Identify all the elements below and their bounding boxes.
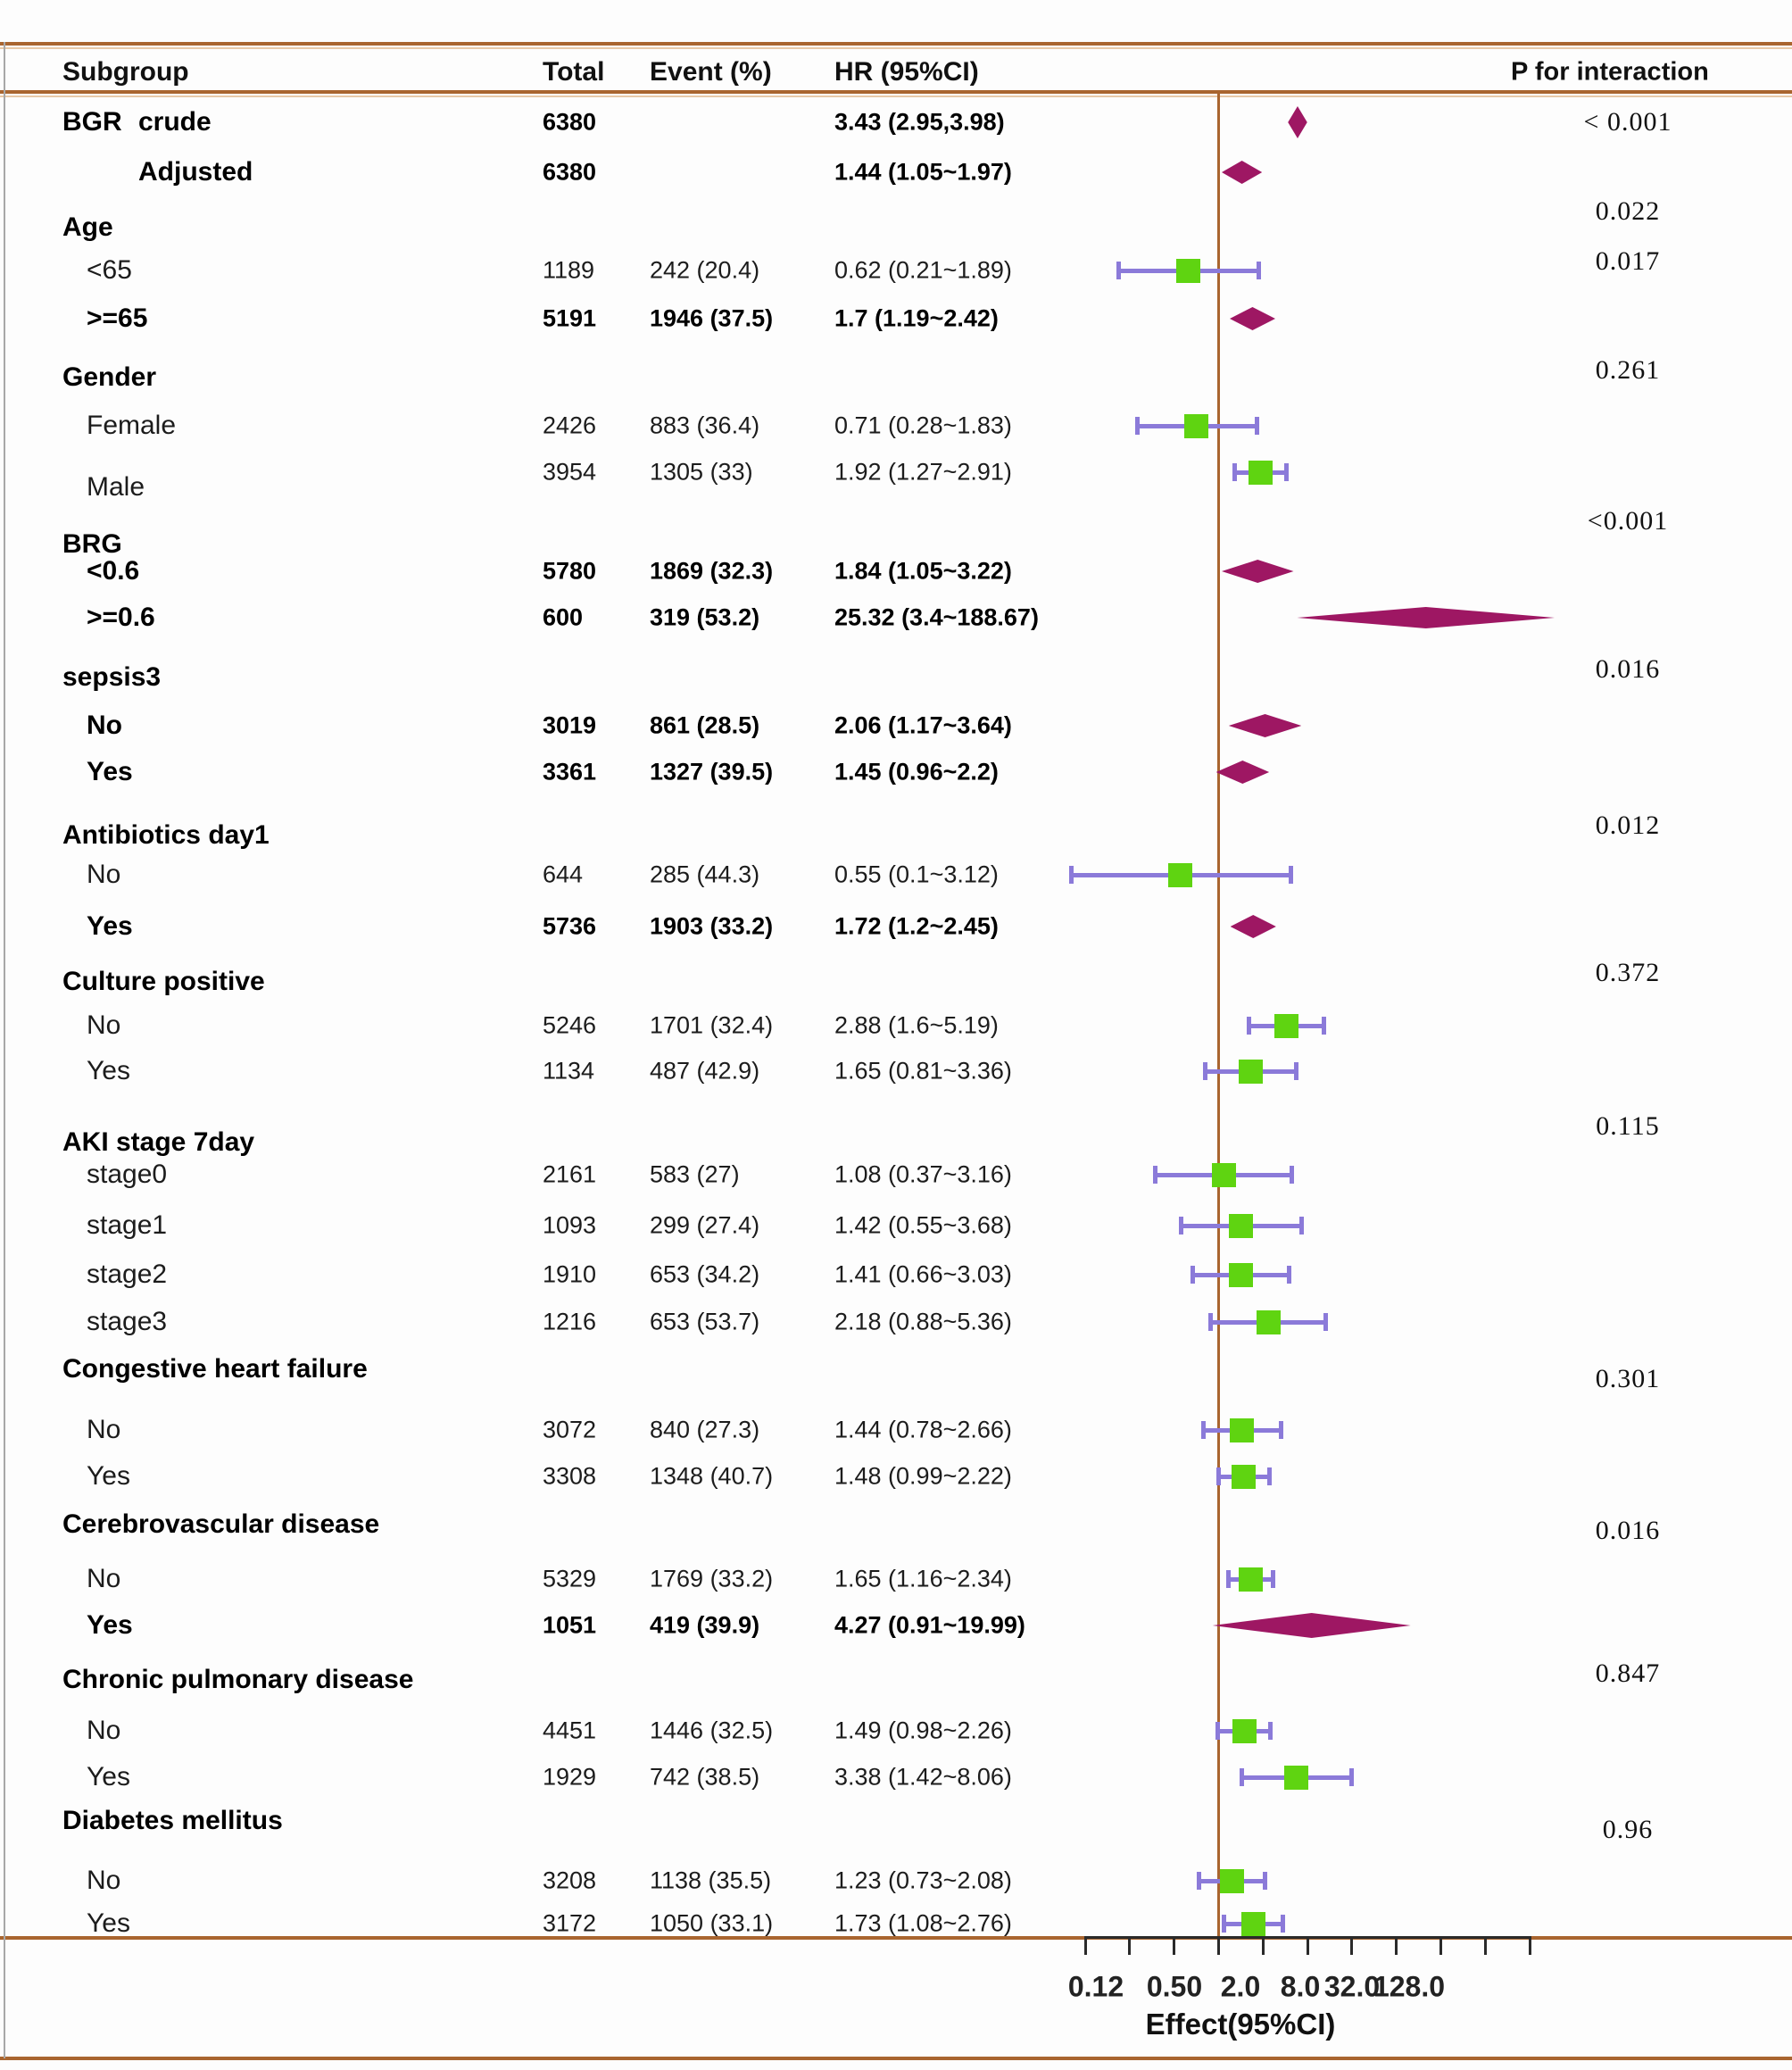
row-hr-ci: 1.65 (0.81~3.36): [834, 1057, 1012, 1085]
left-border: [4, 42, 5, 2058]
row-event: 653 (53.7): [650, 1308, 760, 1335]
row-label: No: [87, 860, 121, 889]
row-label: No: [87, 1010, 121, 1040]
top-rule: [0, 42, 1792, 46]
row-hr-ci: 2.88 (1.6~5.19): [834, 1011, 999, 1039]
ci-cap-right: [1279, 1421, 1283, 1439]
row-total: 3361: [543, 758, 597, 786]
row-event: 1348 (40.7): [650, 1462, 774, 1490]
row-label: stage2: [87, 1259, 168, 1289]
row-total: 2161: [543, 1160, 597, 1188]
ci-cap-left: [1135, 417, 1140, 435]
column-header-total: Total: [543, 57, 605, 87]
row-total: 600: [543, 603, 584, 631]
row-label: Yes: [87, 1908, 130, 1938]
p-interaction-value: 0.016: [1595, 654, 1661, 684]
row-event: 1327 (39.5): [650, 758, 774, 786]
row-hr-ci: 4.27 (0.91~19.99): [834, 1611, 1025, 1639]
bottom-rule: [0, 2057, 1792, 2060]
row-label: AKI stage 7day: [62, 1127, 255, 1157]
ci-cap-left: [1247, 1017, 1251, 1035]
axis-tick: [1084, 1936, 1087, 1955]
p-interaction-value: 0.017: [1595, 246, 1661, 276]
row-event: 1446 (32.5): [650, 1717, 774, 1744]
ci-cap-left: [1197, 1872, 1201, 1890]
summary-diamond: [1231, 915, 1276, 938]
summary-diamond: [1213, 1613, 1411, 1638]
row-event: 1869 (32.3): [650, 557, 774, 585]
row-label: Antibiotics day1: [62, 820, 270, 850]
row-hr-ci: 1.44 (1.05~1.97): [834, 158, 1012, 186]
row-total: 1189: [543, 256, 595, 284]
summary-diamond: [1216, 761, 1270, 784]
x-axis-title: Effect(95%CI): [1145, 2008, 1336, 2041]
row-total: 5246: [543, 1011, 597, 1039]
p-interaction-value: 0.012: [1595, 811, 1661, 840]
row-event: 1138 (35.5): [650, 1866, 772, 1894]
ci-cap-right: [1281, 1915, 1285, 1933]
axis-tick: [1484, 1936, 1487, 1955]
axis-tick: [1217, 1936, 1220, 1955]
row-label: Yes: [87, 1762, 130, 1792]
row-event: 861 (28.5): [650, 711, 760, 739]
ci-cap-right: [1299, 1217, 1304, 1235]
axis-tick: [1262, 1936, 1265, 1955]
row-total: 4451: [543, 1717, 597, 1744]
row-event: 583 (27): [650, 1160, 740, 1188]
row-label: No: [87, 1866, 121, 1895]
ci-cap-left: [1203, 1062, 1207, 1080]
row-label: No: [87, 1564, 121, 1593]
row-label: sepsis3: [62, 662, 162, 692]
ci-cap-right: [1290, 1166, 1294, 1184]
row-hr-ci: 25.32 (3.4~188.67): [834, 603, 1039, 631]
ci-cap-left: [1216, 1467, 1221, 1485]
ci-cap-right: [1289, 866, 1293, 884]
row-label: stage0: [87, 1160, 168, 1189]
axis-tick-label: 8.0: [1280, 1970, 1321, 2003]
axis-tick-label: 32.0: [1323, 1970, 1381, 2003]
row-hr-ci: 3.38 (1.42~8.06): [834, 1763, 1012, 1791]
row-hr-ci: 3.43 (2.95,3.98): [834, 108, 1005, 136]
row-event: 1903 (33.2): [650, 912, 774, 940]
ci-cap-right: [1349, 1768, 1354, 1786]
row-label: BGR: [62, 107, 122, 137]
row-total: 5736: [543, 912, 597, 940]
row-hr-ci: 2.06 (1.17~3.64): [834, 711, 1012, 739]
row-hr-ci: 2.18 (0.88~5.36): [834, 1308, 1012, 1335]
ci-cap-right: [1263, 1872, 1267, 1890]
row-total: 3954: [543, 458, 597, 486]
row-label: <0.6: [87, 556, 140, 586]
row-hr-ci: 1.48 (0.99~2.22): [834, 1462, 1012, 1490]
summary-diamond: [1222, 161, 1262, 184]
row-total: 1910: [543, 1260, 597, 1288]
axis-tick: [1350, 1936, 1353, 1955]
point-estimate-square: [1249, 461, 1273, 485]
row-label: Yes: [87, 757, 133, 786]
row-event: 883 (36.4): [650, 412, 760, 439]
axis-tick: [1395, 1936, 1398, 1955]
ci-cap-right: [1322, 1017, 1326, 1035]
ci-cap-left: [1069, 866, 1074, 884]
p-interaction-value: 0.016: [1595, 1516, 1661, 1545]
p-interaction-value: 0.022: [1595, 196, 1661, 226]
row-total: 5780: [543, 557, 597, 585]
row-event: 419 (39.9): [650, 1611, 760, 1639]
ci-cap-left: [1179, 1217, 1183, 1235]
row-total: 3019: [543, 711, 597, 739]
ci-cap-right: [1287, 1266, 1291, 1284]
point-estimate-square: [1184, 414, 1208, 438]
row-event: 285 (44.3): [650, 860, 760, 888]
row-total: 1929: [543, 1763, 597, 1791]
row-total: 1051: [543, 1611, 597, 1639]
row-label: >=0.6: [87, 603, 155, 632]
ci-cap-right: [1255, 417, 1259, 435]
row-label: Chronic pulmonary disease: [62, 1665, 414, 1694]
point-estimate-square: [1230, 1418, 1254, 1442]
ci-cap-left: [1240, 1768, 1244, 1786]
row-total: 6380: [543, 158, 597, 186]
point-estimate-square: [1239, 1060, 1263, 1084]
row-total: 3208: [543, 1866, 597, 1894]
summary-diamond: [1222, 560, 1294, 583]
row-event: 242 (20.4): [650, 256, 760, 284]
row-event: 319 (53.2): [650, 603, 760, 631]
row-label: BRG: [62, 529, 122, 559]
row-label: Yes: [87, 1461, 130, 1491]
row-hr-ci: 1.45 (0.96~2.2): [834, 758, 999, 786]
p-interaction-value: 0.115: [1596, 1111, 1660, 1141]
column-header-p-interaction: P for interaction: [1511, 57, 1709, 87]
row-event: 840 (27.3): [650, 1416, 760, 1443]
row-total: 5191: [543, 304, 597, 332]
summary-diamond: [1288, 106, 1307, 138]
axis-tick-label: 2.0: [1220, 1970, 1261, 2003]
axis-tick: [1173, 1936, 1175, 1955]
ci-cap-left: [1153, 1166, 1157, 1184]
row-label-2: crude: [138, 107, 212, 137]
row-total: 1134: [543, 1057, 595, 1085]
p-interaction-value: 0.96: [1602, 1815, 1654, 1844]
row-label: Culture positive: [62, 967, 265, 996]
row-total: 2426: [543, 412, 597, 439]
row-label: Yes: [87, 1056, 130, 1085]
header-underline: [0, 90, 1792, 94]
axis-tick-label: 0.50: [1146, 1970, 1203, 2003]
summary-diamond: [1229, 714, 1302, 737]
header-underline-shadow: [0, 96, 1792, 97]
axis-tick: [1529, 1936, 1531, 1955]
ci-cap-right: [1271, 1570, 1275, 1588]
row-hr-ci: 1.65 (1.16~2.34): [834, 1565, 1012, 1592]
summary-diamond: [1297, 607, 1555, 628]
ci-cap-left: [1222, 1915, 1226, 1933]
row-label: stage1: [87, 1210, 168, 1240]
row-event: 742 (38.5): [650, 1763, 760, 1791]
point-estimate-square: [1220, 1869, 1244, 1893]
ci-cap-right: [1268, 1722, 1273, 1740]
ci-cap-right: [1267, 1467, 1272, 1485]
row-label: Adjusted: [138, 157, 253, 187]
row-hr-ci: 1.49 (0.98~2.26): [834, 1717, 1012, 1744]
row-hr-ci: 0.62 (0.21~1.89): [834, 256, 1012, 284]
row-label: Diabetes mellitus: [62, 1806, 283, 1835]
ci-cap-left: [1232, 463, 1237, 481]
row-label: >=65: [87, 303, 148, 333]
column-header-event: Event (%): [650, 57, 772, 87]
ci-cap-right: [1323, 1313, 1328, 1331]
point-estimate-square: [1212, 1163, 1236, 1187]
row-hr-ci: 1.72 (1.2~2.45): [834, 912, 999, 940]
point-estimate-square: [1232, 1465, 1256, 1489]
p-interaction-value: <0.001: [1587, 506, 1669, 536]
axis-tick-label: 128.0: [1373, 1970, 1446, 2003]
row-label: Yes: [87, 1610, 133, 1640]
row-total: 1093: [543, 1211, 597, 1239]
point-estimate-square: [1274, 1014, 1298, 1038]
point-estimate-square: [1229, 1263, 1253, 1287]
row-event: 487 (42.9): [650, 1057, 760, 1085]
row-hr-ci: 0.71 (0.28~1.83): [834, 412, 1012, 439]
ci-cap-right: [1294, 1062, 1298, 1080]
reference-line: [1217, 94, 1220, 1936]
row-hr-ci: 0.55 (0.1~3.12): [834, 860, 999, 888]
summary-diamond: [1230, 307, 1275, 330]
row-label: Female: [87, 411, 177, 440]
axis-tick: [1439, 1936, 1442, 1955]
row-label: Age: [62, 212, 113, 242]
row-total: 644: [543, 860, 584, 888]
point-estimate-square: [1232, 1719, 1257, 1743]
row-total: 6380: [543, 108, 597, 136]
ci-cap-left: [1116, 262, 1121, 279]
row-label: Male: [87, 472, 145, 502]
row-event: 1050 (33.1): [650, 1909, 774, 1937]
row-label: No: [87, 711, 122, 740]
point-estimate-square: [1257, 1310, 1281, 1334]
row-label: No: [87, 1415, 121, 1444]
row-event: 1946 (37.5): [650, 304, 774, 332]
row-label: No: [87, 1716, 121, 1745]
row-label: Cerebrovascular disease: [62, 1509, 380, 1539]
column-header-hr: HR (95%CI): [834, 57, 979, 87]
row-label: <65: [87, 255, 132, 285]
row-hr-ci: 1.7 (1.19~2.42): [834, 304, 999, 332]
row-total: 3072: [543, 1416, 597, 1443]
point-estimate-square: [1176, 259, 1200, 283]
point-estimate-square: [1284, 1766, 1308, 1790]
ci-cap-right: [1257, 262, 1261, 279]
axis-tick-label: 0.12: [1067, 1970, 1124, 2003]
row-event: 653 (34.2): [650, 1260, 760, 1288]
row-event: 1701 (32.4): [650, 1011, 774, 1039]
row-total: 3172: [543, 1909, 597, 1937]
row-total: 3308: [543, 1462, 597, 1490]
point-estimate-square: [1241, 1912, 1265, 1936]
ci-cap-left: [1226, 1570, 1231, 1588]
row-hr-ci: 1.73 (1.08~2.76): [834, 1909, 1012, 1937]
axis-tick: [1307, 1936, 1309, 1955]
ci-cap-left: [1201, 1421, 1206, 1439]
ci-cap-left: [1191, 1266, 1195, 1284]
row-label: Gender: [62, 362, 157, 392]
row-hr-ci: 1.08 (0.37~3.16): [834, 1160, 1012, 1188]
row-hr-ci: 1.84 (1.05~3.22): [834, 557, 1012, 585]
ci-cap-right: [1284, 463, 1289, 481]
p-interaction-value: 0.301: [1595, 1364, 1661, 1393]
row-hr-ci: 1.44 (0.78~2.66): [834, 1416, 1012, 1443]
point-estimate-square: [1239, 1567, 1263, 1592]
row-hr-ci: 1.41 (0.66~3.03): [834, 1260, 1012, 1288]
row-total: 1216: [543, 1308, 597, 1335]
row-event: 299 (27.4): [650, 1211, 760, 1239]
row-event: 1769 (33.2): [650, 1565, 774, 1592]
p-interaction-value: 0.847: [1595, 1658, 1661, 1688]
row-hr-ci: 1.92 (1.27~2.91): [834, 458, 1012, 486]
ci-cap-left: [1215, 1722, 1220, 1740]
row-hr-ci: 1.23 (0.73~2.08): [834, 1866, 1012, 1894]
row-total: 5329: [543, 1565, 597, 1592]
column-header-subgroup: Subgroup: [62, 57, 189, 87]
row-label: Congestive heart failure: [62, 1354, 368, 1384]
point-estimate-square: [1168, 863, 1192, 887]
p-interaction-value: < 0.001: [1583, 107, 1672, 137]
point-estimate-square: [1229, 1214, 1253, 1238]
row-label: stage3: [87, 1307, 168, 1336]
row-hr-ci: 1.42 (0.55~3.68): [834, 1211, 1012, 1239]
row-label: Yes: [87, 911, 133, 941]
ci-cap-left: [1208, 1313, 1213, 1331]
top-rule-shadow: [0, 47, 1792, 49]
p-interaction-value: 0.261: [1595, 355, 1661, 385]
axis-tick: [1128, 1936, 1131, 1955]
p-interaction-value: 0.372: [1595, 958, 1661, 987]
row-event: 1305 (33): [650, 458, 753, 486]
